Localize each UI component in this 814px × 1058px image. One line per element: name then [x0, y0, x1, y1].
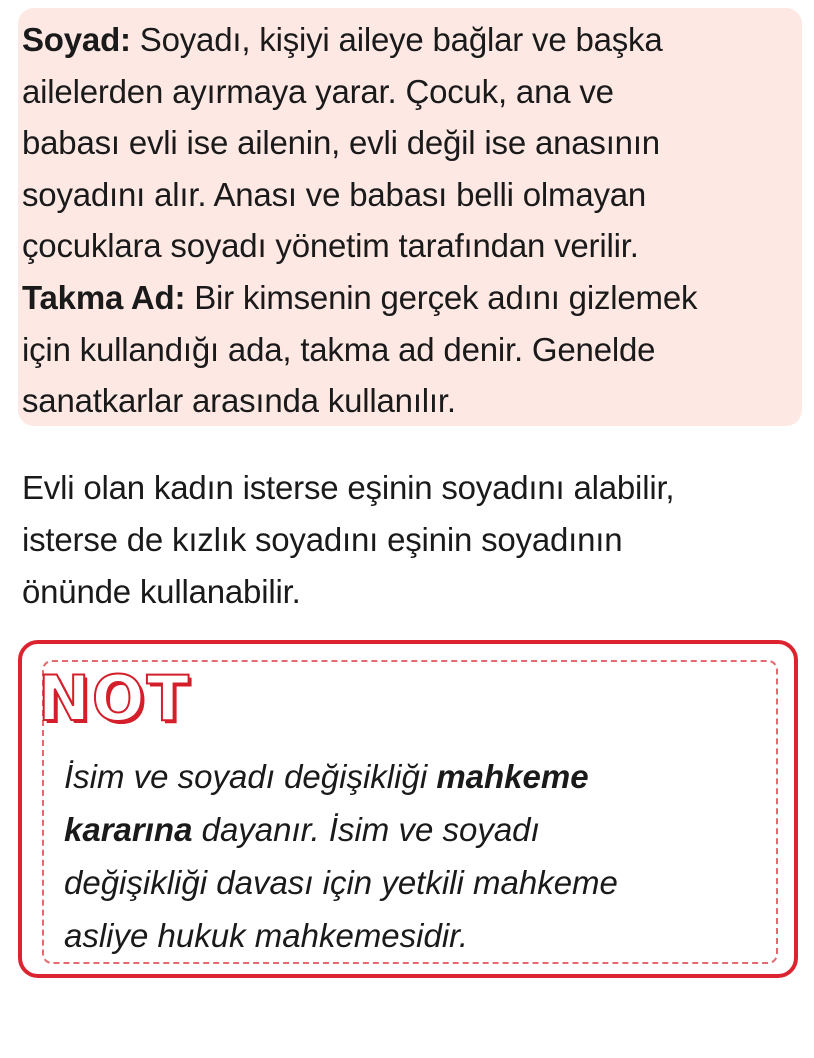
- takma-ad-line-1: Bir kimsenin gerçek adını gizlemek: [185, 279, 698, 316]
- soyad-line-2: ailelerden ayırmaya yarar. Çocuk, ana ve: [22, 72, 614, 110]
- note-title: NOT: [38, 662, 191, 735]
- evli-kadin-line-1: Evli olan kadın isterse eşinin soyadını alabilir,: [22, 469, 675, 506]
- soyad-line-4: soyadını alır. Anası ve babası belli olmayan: [22, 175, 647, 213]
- note-text: [64, 750, 618, 962]
- evli-kadin-line-2: isterse de kızlık soyadını eşinin soyadının: [22, 521, 623, 558]
- note-line-3: değişikliği davası için yetkili mahkeme: [64, 864, 618, 901]
- note-emphasis-mahkeme: mahkeme: [436, 758, 589, 795]
- soyad-line-5: çocuklara soyadı yönetim tarafından verilir.: [22, 227, 639, 264]
- soyad-term: Soyad:: [22, 21, 131, 58]
- note-line-4: asliye hukuk mahkemesidir.: [64, 917, 469, 954]
- takma-ad-definition: [22, 272, 697, 427]
- soyad-line-1: Soyadı, kişiyi aileye bağlar ve başka: [130, 21, 663, 58]
- takma-ad-term: Takma Ad:: [22, 279, 186, 316]
- evli-kadin-line-3: önünde kullanabilir.: [22, 573, 301, 610]
- note-line-1a: İsim ve soyadı değişikliği: [64, 758, 437, 795]
- takma-ad-line-3: sanatkarlar arasında kullanılır.: [22, 382, 456, 419]
- soyad-definition: [22, 14, 663, 272]
- note-line-2b: dayanır. İsim ve soyadı: [192, 811, 540, 848]
- evli-kadin-paragraph: [22, 462, 674, 618]
- note-emphasis-kararina: kararına: [64, 811, 193, 848]
- takma-ad-line-2: için kullandığı ada, takma ad denir. Genelde: [22, 330, 656, 368]
- soyad-line-3: babası evli ise ailenin, evli değil ise anasının: [22, 124, 660, 161]
